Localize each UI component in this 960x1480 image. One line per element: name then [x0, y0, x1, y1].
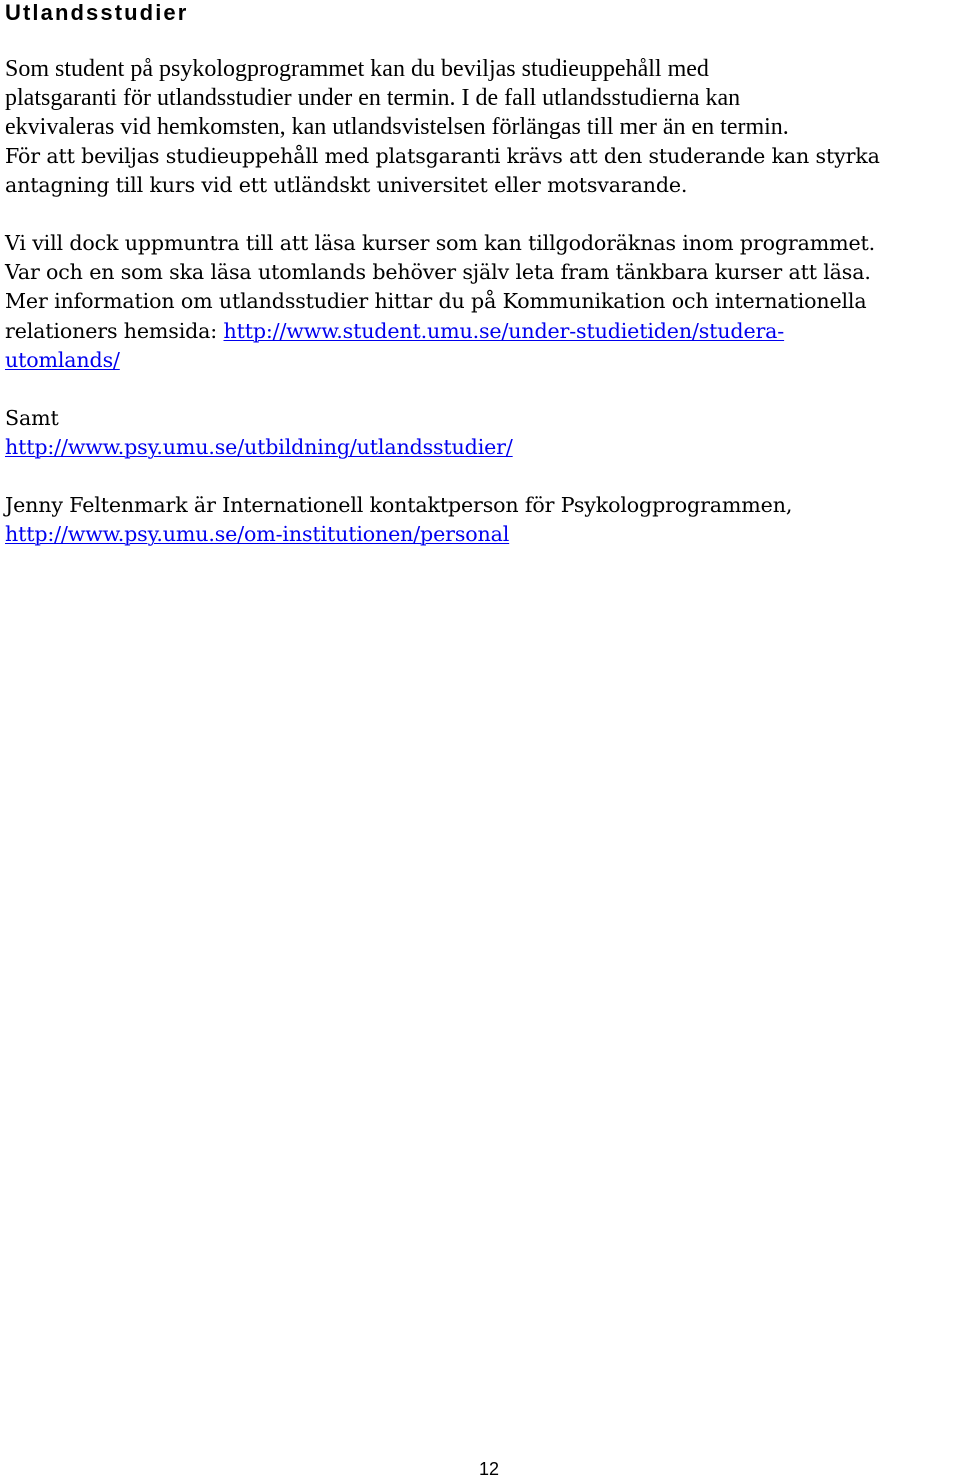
samt-link-line [5, 433, 513, 462]
paragraph-2-line-1: Vi vill dock uppmuntra till att läsa kurser som kan tillgodoräknas inom programmet. [5, 231, 876, 255]
psy-personal-link[interactable]: http://www.psy.umu.se/om-institutionen/personal [5, 522, 510, 546]
samt-label: Samt [5, 406, 59, 430]
paragraph-1-line-1: Som student på psykologprogrammet kan du beviljas studieuppehåll med [5, 56, 709, 82]
paragraph-1-line-2: platsgaranti för utlandsstudier under en termin. I de fall utlandsstudierna kan [5, 85, 741, 111]
paragraph-1-line-5: antagning till kurs vid ett utländskt universitet eller motsvarande. [5, 173, 688, 197]
contact-link-line [5, 520, 509, 549]
hemsida-label: relationers hemsida: [5, 319, 224, 343]
psy-utlandsstudier-link[interactable]: http://www.psy.umu.se/utbildning/utlandsstudier/ [5, 435, 513, 459]
paragraph-1-line-3: ekvivaleras vid hemkomsten, kan utlandsvistelsen förlängas till mer än en termin. [5, 114, 789, 140]
page-number: 12 [478, 1459, 500, 1479]
paragraph-2-line-2: Var och en som ska läsa utomlands behöver själv leta fram tänkbara kurser att läsa. [5, 260, 871, 284]
student-umu-link[interactable]: http://www.student.umu.se/under-studietiden/studera- [223, 319, 785, 343]
paragraph-2-line-4 [5, 317, 784, 346]
paragraph-2-line-3: Mer information om utlandsstudier hittar du på Kommunikation och internationella [5, 289, 867, 313]
paragraph-2-line-5 [5, 346, 120, 375]
paragraph-1-line-4: För att beviljas studieuppehåll med platsgaranti krävs att den studerande kan styrka [5, 144, 880, 168]
section-heading: Utlandsstudier [5, 0, 189, 25]
student-umu-link-continued[interactable]: utomlands/ [5, 348, 120, 372]
contact-text: Jenny Feltenmark är Internationell kontaktperson för Psykologprogrammen, [5, 493, 793, 517]
